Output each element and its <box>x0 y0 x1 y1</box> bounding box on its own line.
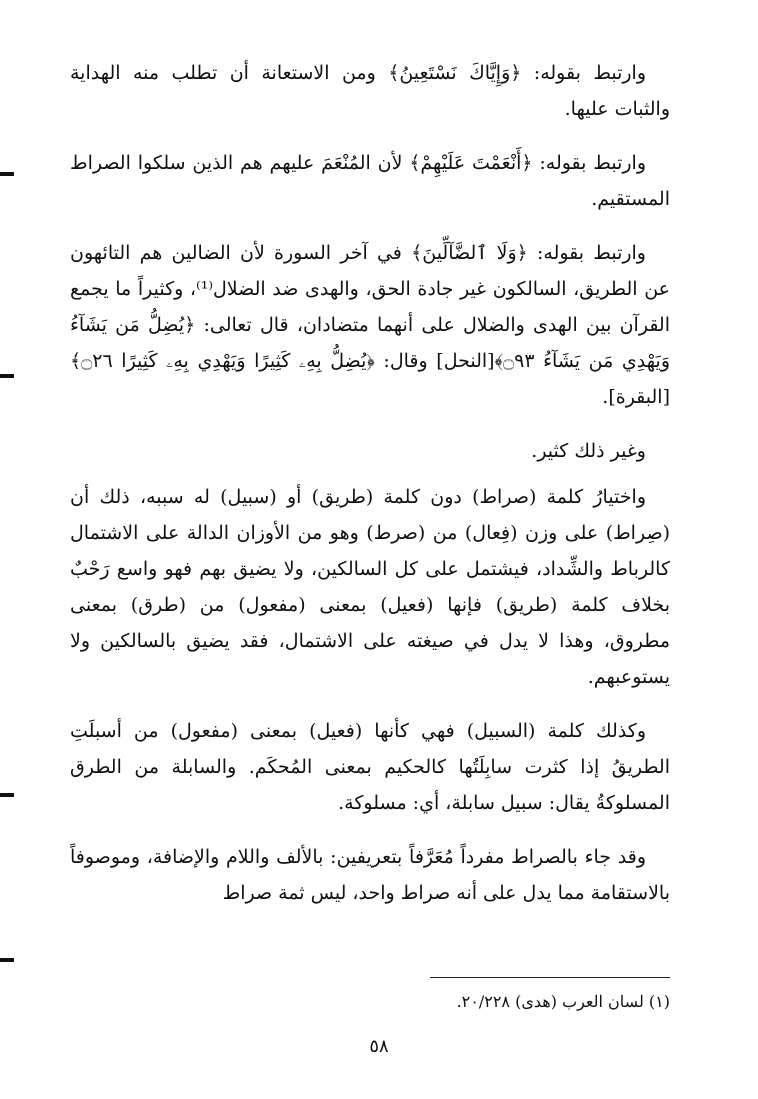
scan-edge-mark <box>0 958 14 962</box>
scan-edge-mark <box>0 793 14 797</box>
scan-edge-mark <box>0 374 14 378</box>
paragraph-4: وغير ذلك كثير. <box>531 440 646 462</box>
paragraph-5: واختيارُ كلمة (صراط) دون كلمة (طريق) أو (سبيل) له سببه، ذلك أن (صِراط) على وزن (فِعال) من (صرط) وهو من الأوزان الدالة على الاشتمال كالرباط والشِّداد، فيشتمل على كل السالكين، ولا يضيق بهم فهو واسع رَحْبٌ بخلاف كلمة (طريق) فإنها (فعيل) بمعنى (مفعول) من (طرق) بمعنى مطروق، وهذا لا يدل في صيغته على الاشتمال، فقد يضيق بالسالكين ولا يستوعبهم. <box>70 486 670 688</box>
paragraph-2: وارتبط بقوله: ﴿أَنْعَمْتَ عَلَيْهِمْ﴾ لأن المُنْعَمَ عليهم هم الذين سلكوا الصراط المستقيم. <box>70 152 670 210</box>
scan-edge-mark <box>0 172 14 176</box>
paragraph-3: وارتبط بقوله: ﴿وَلَا ٱلضَّآلِّينَ﴾ في آخر السورة لأن الضالين هم التائهون عن الطريق، السالكون غير جادة الحق، والهدى ضد الضلال⁽¹⁾، وكثيراً ما يجمع القرآن بين الهدى والضلال على أنهما متضادان، قال تعالى: ﴿يُضِلُّ مَن يَشَآءُ وَيَهْدِي مَن يَشَآءُ ۝٩٣﴾[النحل] وقال: ﴿يُضِلُّ بِهِۦ كَثِيرًا وَيَهْدِي بِهِۦ كَثِيرًا ۝٢٦﴾[البقرة]. <box>70 242 670 408</box>
footnote-separator <box>430 977 670 978</box>
page-number: ٥٨ <box>369 1036 389 1057</box>
paragraph-6: وكذلك كلمة (السبيل) فهي كأنها (فعيل) بمعنى (مفعول) من أسبلَتِ الطريقُ إذا كثرت سابِلَتُها كالحكيم بمعنى المُحكَم. والسابلة من الطرق المسلوكةُ يقال: سبيل سابلة، أي: مسلوكة. <box>70 720 670 814</box>
main-text <box>70 55 670 929</box>
footnote: (١) لسان العرب (هدى) ٢٠/٢٢٨. <box>456 992 670 1011</box>
paragraph-7: وقد جاء بالصراط مفرداً مُعَرَّفاً بتعريفين: بالألف واللام والإضافة، وموصوفاً بالاستقامة مما يدل على أنه صراط واحد، ليس ثمة صراط <box>70 846 670 904</box>
paragraph-1: وارتبط بقوله: ﴿وَإِيَّاكَ نَسْتَعِينُ﴾ ومن الاستعانة أن تطلب منه الهداية والثبات عليها. <box>70 62 670 120</box>
